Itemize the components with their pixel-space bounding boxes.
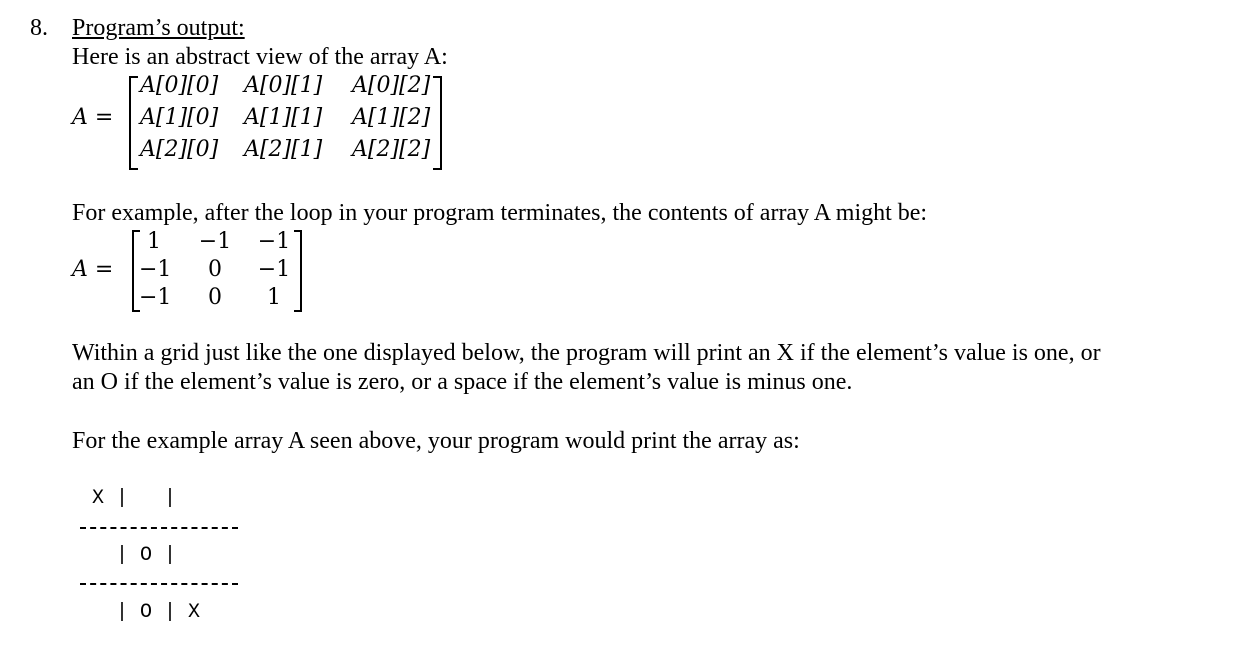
intro-text: Here is an abstract view of the array A: — [72, 44, 448, 70]
matrix-abstract-label: A = — [72, 105, 114, 130]
matrix-abstract-cell: A[2][0] — [140, 137, 219, 162]
matrix-abstract-cell: A[1][1] — [244, 105, 323, 130]
matrix-example-cell: 1 — [147, 229, 161, 254]
matrix-example-cell: 0 — [208, 285, 222, 310]
matrix-abstract-cell: A[2][2] — [352, 137, 431, 162]
matrix-abstract-cell: A[1][0] — [140, 105, 219, 130]
matrix-example-cell: 1 — [267, 285, 281, 310]
example-intro-text: For example, after the loop in your program terminates, the contents of array A might be: — [72, 200, 928, 226]
printed-grid-row: X | | — [80, 487, 201, 510]
question-number: 8. — [30, 15, 48, 41]
matrix-abstract-cell: A[0][0] — [140, 73, 219, 98]
question-heading: Program’s output: — [72, 15, 245, 41]
matrix-abstract-cell: A[2][1] — [244, 137, 323, 162]
printed-grid-row: | O | — [80, 544, 201, 567]
matrix-example-label: A = — [72, 257, 114, 282]
matrix-abstract-cell: A[1][2] — [352, 105, 431, 130]
matrix-abstract-right-bracket — [433, 76, 442, 170]
matrix-example-right-bracket — [294, 230, 302, 312]
description-line-1: Within a grid just like the one displayed below, the program will print an X if the element’s value is one, or — [72, 340, 1101, 366]
matrix-example-cell: −1 — [139, 257, 172, 282]
matrix-abstract-left-bracket — [129, 76, 138, 170]
matrix-abstract-cell: A[0][1] — [244, 73, 323, 98]
example-print-intro: For the example array A seen above, your program would print the array as: — [72, 428, 800, 454]
description-line-2: an O if the element’s value is zero, or a space if the element’s value is minus one. — [72, 369, 853, 395]
printed-grid-separator — [80, 527, 238, 529]
matrix-example-cell: −1 — [257, 229, 291, 254]
printed-grid-separator — [80, 583, 238, 585]
matrix-example-cell: −1 — [257, 257, 291, 282]
matrix-example-cell: −1 — [139, 285, 172, 310]
printed-grid-row: | O | X — [80, 601, 201, 624]
matrix-example-cell: 0 — [208, 257, 222, 282]
matrix-abstract-cell: A[0][2] — [352, 73, 431, 98]
matrix-example-cell: −1 — [198, 229, 232, 254]
